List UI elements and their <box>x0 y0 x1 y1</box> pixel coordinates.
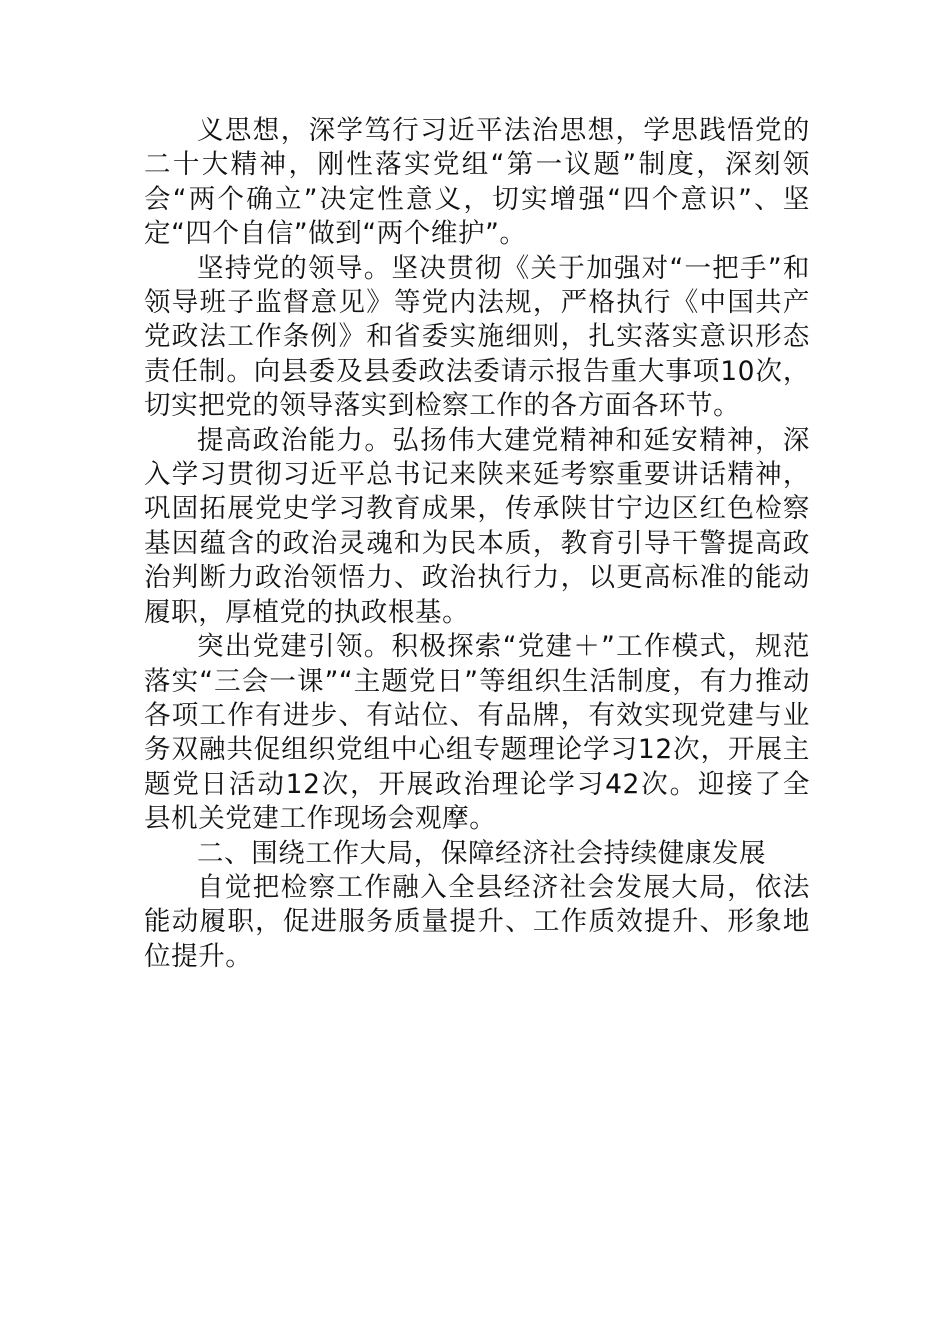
section-heading-work-overall: 二、围绕工作大局，保障经济社会持续健康发展 <box>197 837 767 869</box>
paragraph-political-capacity: 提高政治能力。弘扬伟大建党精神和延安精神，深入学习贯彻习近平总书记来陕来延考察重要讲话精神，巩固拓展党史学习教育成果，传承陕甘宁边区红色检察基因蕴含的政治灵魂和为民本质，教育引导干警提高政治判断力政治领悟力、政治执行力，以更高标准的能动履职，厚植党的执政根基。 <box>144 424 810 628</box>
paragraph-party-building: 突出党建引领。积极探索“党建＋”工作模式，规范落实“三会一课”“主题党日”等组织生活制度，有力推动各项工作有进步、有站位、有品牌，有效实现党建与业务双融共促组织党组中心组专题理论学习12次，开展主题党日活动12次，开展政治理论学习42次。迎接了全县机关党建工作现场会观摩。 <box>144 631 810 835</box>
paragraph-integrate-development: 自觉把检察工作融入全县经济社会发展大局，依法能动履职，促进服务质量提升、工作质效提升、形象地位提升。 <box>144 871 810 972</box>
document-body <box>144 114 810 974</box>
paragraph-party-leadership: 坚持党的领导。坚决贯彻《关于加强对“一把手”和领导班子监督意见》等党内法规，严格执行《中国共产党政法工作条例》和省委实施细则，扎实落实意识形态责任制。向县委及县委政法委请示报告重大事项10次，切实把党的领导落实到检察工作的各方面各环节。 <box>144 252 810 422</box>
paragraph-continued-ideology: 义思想，深学笃行习近平法治思想，学思践悟党的二十大精神，刚性落实党组“第一议题”制度，深刻领会“两个确立”决定性意义，切实增强“四个意识”、坚定“四个自信”做到“两个维护”。 <box>144 115 810 250</box>
